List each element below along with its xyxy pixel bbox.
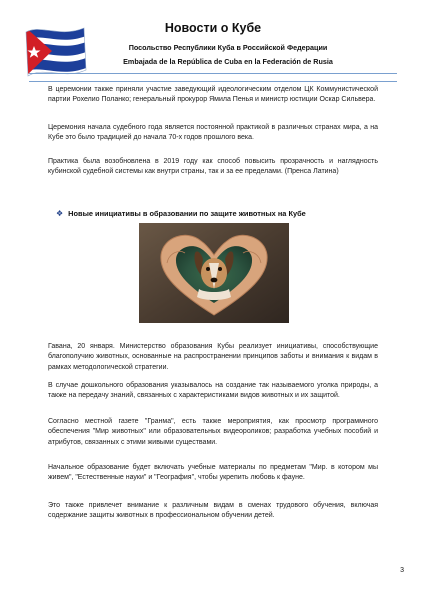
article2-heading-text: Новые инициативы в образовании по защите животных на Кубе	[68, 209, 306, 218]
article2-paragraph: Это также привлечет внимание к различным видам в сменах трудового обучения, включая содержание защиты животных в профессиональном обучении детей.	[48, 502, 378, 520]
bullet-diamond-icon: ❖	[56, 209, 64, 218]
header-divider-bottom	[29, 81, 397, 82]
article1-paragraph: Церемония начала судебного года является постоянной практикой в различных странах мира, а на Кубе это было традицией до начала 70-х годов прошлого века.	[48, 124, 378, 142]
dog-in-heart-hands-photo	[139, 223, 289, 323]
page-header	[0, 0, 426, 84]
newsletter-title: Новости о Кубе	[164, 21, 262, 35]
article2-paragraph: В случае дошкольного образования указывалось на создание так называемого уголка природы, а также на передачу знаний, связанных с характеристиками видов животных и их защитой.	[48, 382, 378, 400]
article2-paragraph: Начальное образование будет включать учебные материалы по предметам "Мир. в котором мы живем", "Естественные науки" и "География", чтобы укрепить любовь к фауне.	[48, 464, 378, 482]
header-divider-top	[29, 73, 397, 74]
article1-paragraph: В церемонии также приняли участие заведующий идеологическим отделом ЦК Коммунистической партии Рохелио Поланко; генеральный прокурор Ямила Пенья и министр юстиции Оскар Сильвера.	[48, 86, 378, 104]
embassy-name-ru: Посольство Республики Куба в Российской Федерации	[128, 43, 328, 52]
page-number: 3	[400, 567, 404, 574]
embassy-name-es: Embajada de la República de Cuba en la Federación de Rusia	[123, 57, 333, 66]
article1-paragraph: Практика была возобновлена в 2019 году как способ повысить прозрачность и наглядность кубинской судебной системы как внутри страны, так и за ее пределами. (Пренса Латина)	[48, 158, 378, 176]
article2-paragraph: Согласно местной газете "Гранма", есть также мероприятия, как просмотр программного обеспечения "Мир животных" или образовательных видеороликов; разработка учебных пособий и атрибутов, связанных с этими живыми существами.	[48, 418, 378, 446]
article2-paragraph: Гавана, 20 января. Министерство образования Кубы реализует инициативы, способствующие благополучию животных, основанные на распространении принципов заботы и внимания к видам в рамках методологической стратегии.	[48, 343, 378, 371]
article2-heading	[56, 209, 306, 218]
